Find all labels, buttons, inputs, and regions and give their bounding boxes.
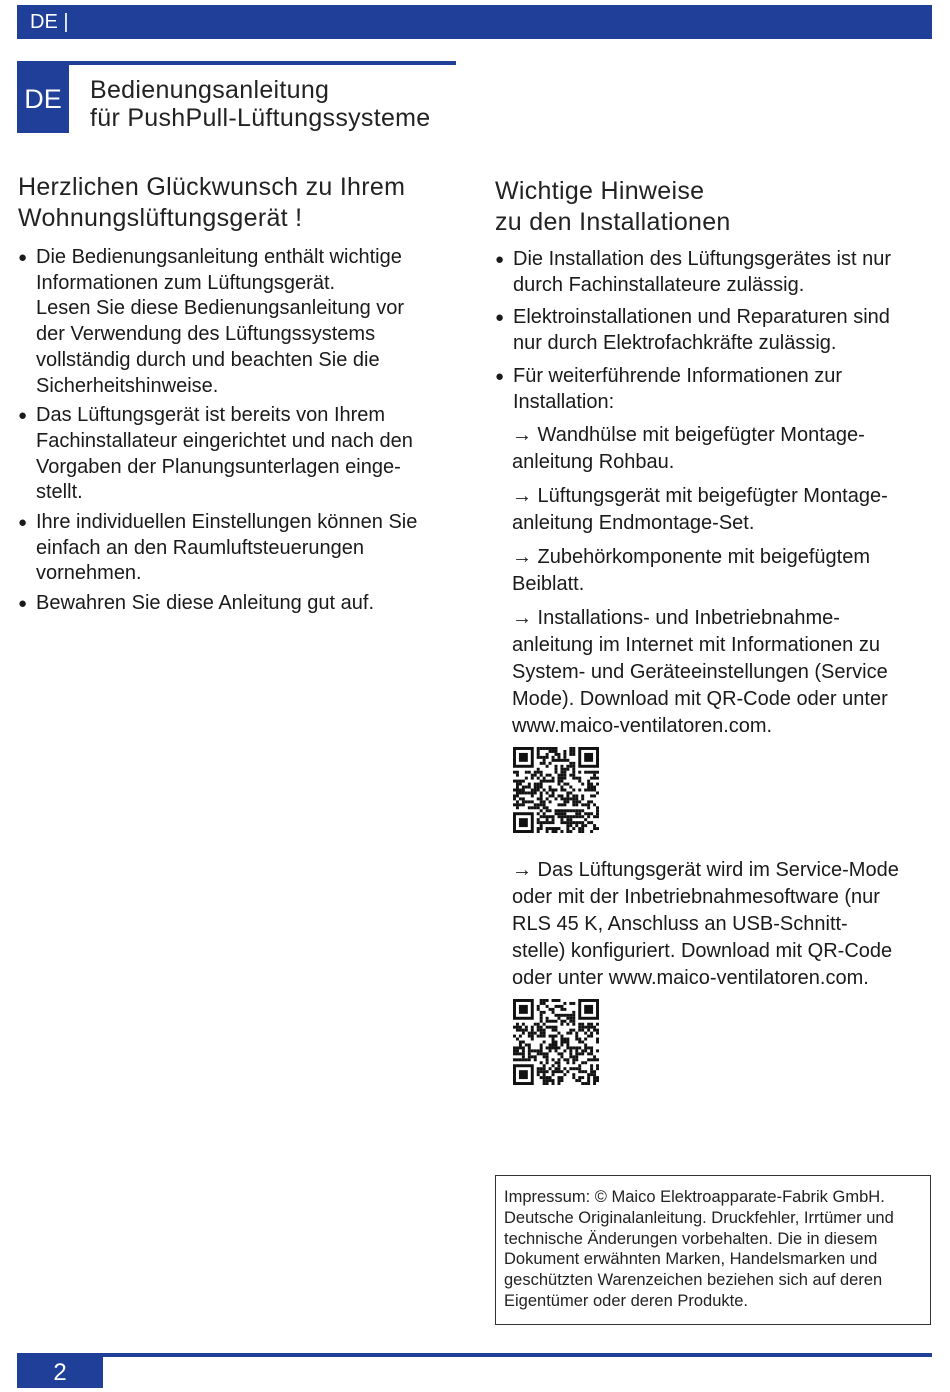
arrow-item: → Das Lüftungsgerät wird im Service-Mode oder mit der Inbetriebnahmesoftware (nur RLS 45 K, Anschluss an USB-Schnitt- stelle) konfiguriert. Download mit QR-Code oder unter www.maico-ventilatoren.com.	[512, 859, 899, 990]
list-item: ● Bewahren Sie diese Anleitung gut auf.	[18, 591, 458, 617]
left-bullet-list	[18, 245, 458, 617]
installation-heading	[495, 176, 935, 238]
page-number: 2	[17, 1357, 103, 1388]
title-rule	[17, 61, 456, 65]
arrow-item: → Lüftungsgerät mit beigefügter Montage- anleitung Endmontage-Set.	[512, 485, 888, 535]
right-column	[495, 176, 935, 1085]
congrats-heading-line-1: Herzlichen Glückwunsch zu Ihrem	[18, 173, 406, 201]
list-item: ● Elektroinstallationen und Reparaturen sind nur durch Elektrofachkräfte zulässig.	[495, 305, 935, 356]
left-column	[18, 172, 458, 621]
right-bullet-list	[495, 247, 935, 415]
list-item: ● Für weiterführende Informationen zur Installation:	[495, 364, 935, 415]
document-title-line-1: Bedienungsanleitung	[90, 76, 330, 104]
qr-code-icon[interactable]	[513, 747, 599, 833]
qr-code-icon[interactable]	[513, 999, 599, 1085]
language-tag: DE |	[30, 11, 69, 33]
list-item: ● Das Lüftungsgerät ist bereits von Ihrem Fachinstallateur eingerichtet und nach den Vorgaben der Planungsunterlagen einge- stellt.	[18, 403, 458, 506]
top-header-bar	[17, 5, 932, 39]
language-box: DE	[17, 65, 69, 133]
congrats-heading-line-2: Wohnungslüftungsgerät !	[18, 204, 303, 232]
document-title	[90, 76, 431, 132]
impressum-box: Impressum: © Maico Elektroapparate-Fabrik GmbH. Deutsche Originalanleitung. Druckfehler, Irrtümer und technische Änderungen vorbehalten. Die in diesem Dokument erwähnten Marken, Handelsmarken und geschützten Warenzeichen beziehen sich auf deren Eigentümer oder deren Produkte.	[495, 1175, 931, 1325]
arrow-item: → Installations- und Inbetriebnahme- anleitung im Internet mit Informationen zu System- und Geräteeinstellungen (Service Mode). Download mit QR-Code oder unter www.maico-ventilatoren.com.	[512, 607, 888, 738]
arrow-item: → Zubehörkomponente mit beigefügtem Beiblatt.	[512, 546, 870, 596]
list-item: ● Ihre individuellen Einstellungen können Sie einfach an den Raumluftsteuerungen vornehmen.	[18, 510, 458, 587]
installation-heading-line-1: Wichtige Hinweise	[495, 177, 705, 205]
installation-heading-line-2: zu den Installationen	[495, 208, 731, 236]
footer-rule	[17, 1353, 932, 1357]
arrow-item: → Wandhülse mit beigefügter Montage- anleitung Rohbau.	[512, 424, 865, 474]
congrats-heading	[18, 172, 458, 234]
document-title-line-2: für PushPull-Lüftungssysteme	[90, 104, 431, 132]
list-item: ● Die Bedienungsanleitung enthält wichtige Informationen zum Lüftungsgerät. Lesen Sie diese Bedienungsanleitung vor der Verwendung des Lüftungssystems vollständig durch und beachten Sie die Sicherheitshinweise.	[18, 245, 458, 399]
list-item: ● Die Installation des Lüftungsgerätes ist nur durch Fachinstallateure zulässig.	[495, 247, 935, 298]
